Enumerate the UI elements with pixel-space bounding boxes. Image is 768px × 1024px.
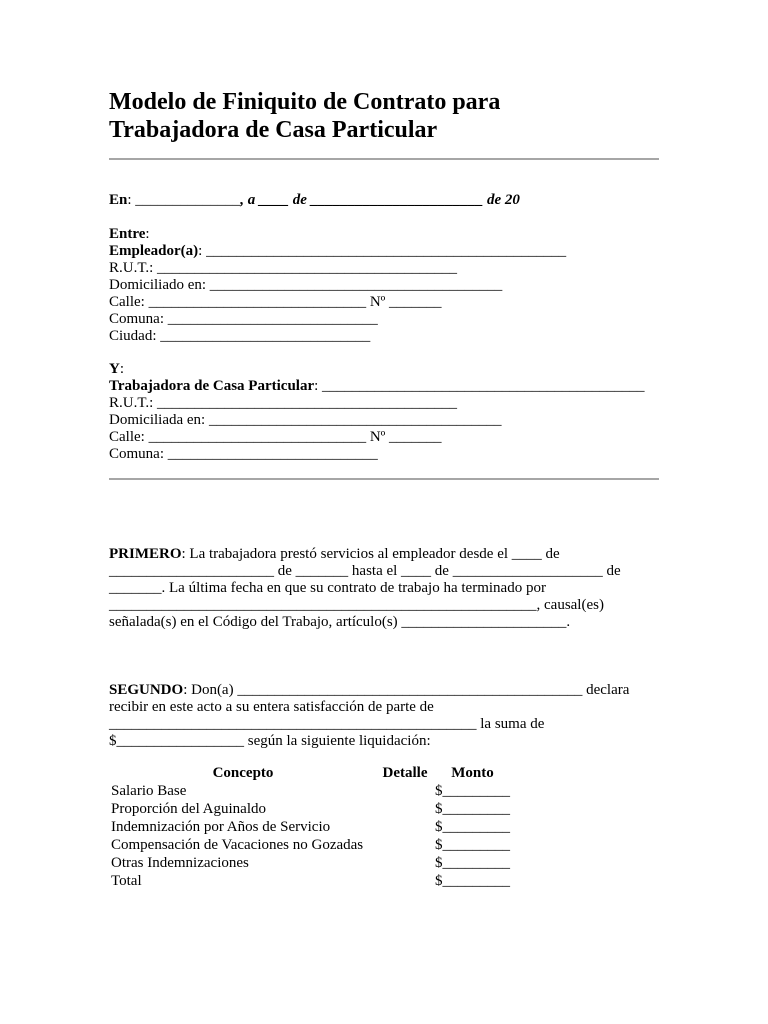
trabajadora-calle: Calle: _____________________________ Nº _______ [109,429,442,445]
table-row [109,782,512,800]
liquidacion-header-row [109,764,512,782]
trabajadora-line [109,378,645,395]
empleador-domicilio: Domiciliado en: _______________________________________ [109,277,503,293]
detalle-cell [377,782,433,800]
detalle-cell [377,818,433,836]
entre-heading: Entre: [109,226,150,242]
primero-label: PRIMERO [109,546,182,562]
trabajadora-comuna: Comuna: ____________________________ [109,446,378,462]
table-row [109,872,512,890]
concepto-cell: Salario Base [111,783,187,799]
table-row [109,818,512,836]
concepto-cell: Otras Indemnizaciones [111,855,249,871]
fecha-blanks: , a ____ de _______________________ de 20 [240,192,520,208]
segundo-line-2: recibir en este acto a su entera satisfacción de parte de [109,699,434,715]
divider-top [109,158,659,160]
title-line-2: Trabajadora de Casa Particular [109,117,438,143]
table-row [109,836,512,854]
concepto-cell: Indemnización por Años de Servicio [111,819,331,835]
primero-line-4: _________________________________________________________, causal(es) [109,597,604,613]
monto-cell: $_________ [435,783,510,799]
header-detalle: Detalle [382,765,428,781]
segundo-label: SEGUNDO [109,682,184,698]
monto-cell: $_________ [435,873,510,889]
trabajadora-rut: R.U.T.: ________________________________________ [109,395,458,411]
empleador-ciudad: Ciudad: ____________________________ [109,328,371,344]
header-monto: Monto [451,765,494,781]
divider-bottom [109,478,659,480]
detalle-cell [377,800,433,818]
segundo-line-4: $_________________ según la siguiente liquidación: [109,733,431,749]
en-label: En [109,192,128,208]
detalle-cell [377,872,433,890]
y-heading: Y: [109,361,125,377]
trabajadora-domicilio: Domiciliada en: _______________________________________ [109,412,502,428]
empleador-blank: : ________________________________________________ [198,243,567,259]
en-blank: : ______________ [127,192,241,208]
empleador-line [109,243,566,260]
entre-label: Entre [109,226,146,242]
monto-cell: $_________ [435,855,510,871]
empleador-rut: R.U.T.: ________________________________________ [109,260,458,276]
primero-line-1: PRIMERO: La trabajadora prestó servicios al empleador desde el ____ de [109,546,560,562]
primero-line-5: señalada(s) en el Código del Trabajo, artículo(s) ______________________. [109,614,571,630]
concepto-cell: Total [111,873,142,889]
title-line-1: Modelo de Finiquito de Contrato para [109,89,501,115]
fecha-line [109,192,520,209]
trabajadora-blank: : ___________________________________________ [314,378,645,394]
monto-cell: $_________ [435,837,510,853]
header-concepto: Concepto [212,765,274,781]
table-row [109,854,512,872]
empleador-label: Empleador(a) [109,243,199,259]
monto-cell: $_________ [435,819,510,835]
liquidacion-table [109,764,512,890]
y-label: Y [109,361,120,377]
table-row [109,800,512,818]
primero-line-3: _______. La última fecha en que su contrato de trabajo ha terminado por [109,580,546,596]
detalle-cell [377,854,433,872]
segundo-line-3: _________________________________________________ la suma de [109,716,545,732]
detalle-cell [377,836,433,854]
concepto-cell: Compensación de Vacaciones no Gozadas [111,837,364,853]
empleador-comuna: Comuna: ____________________________ [109,311,378,327]
empleador-calle: Calle: _____________________________ Nº _______ [109,294,442,310]
trabajadora-label: Trabajadora de Casa Particular [109,378,315,394]
page-title [109,88,659,144]
segundo-line-1: SEGUNDO: Don(a) ______________________________________________ declara [109,682,630,698]
concepto-cell: Proporción del Aguinaldo [111,801,266,817]
primero-line-2: ______________________ de _______ hasta el ____ de ____________________ de [109,563,621,579]
monto-cell: $_________ [435,801,510,817]
